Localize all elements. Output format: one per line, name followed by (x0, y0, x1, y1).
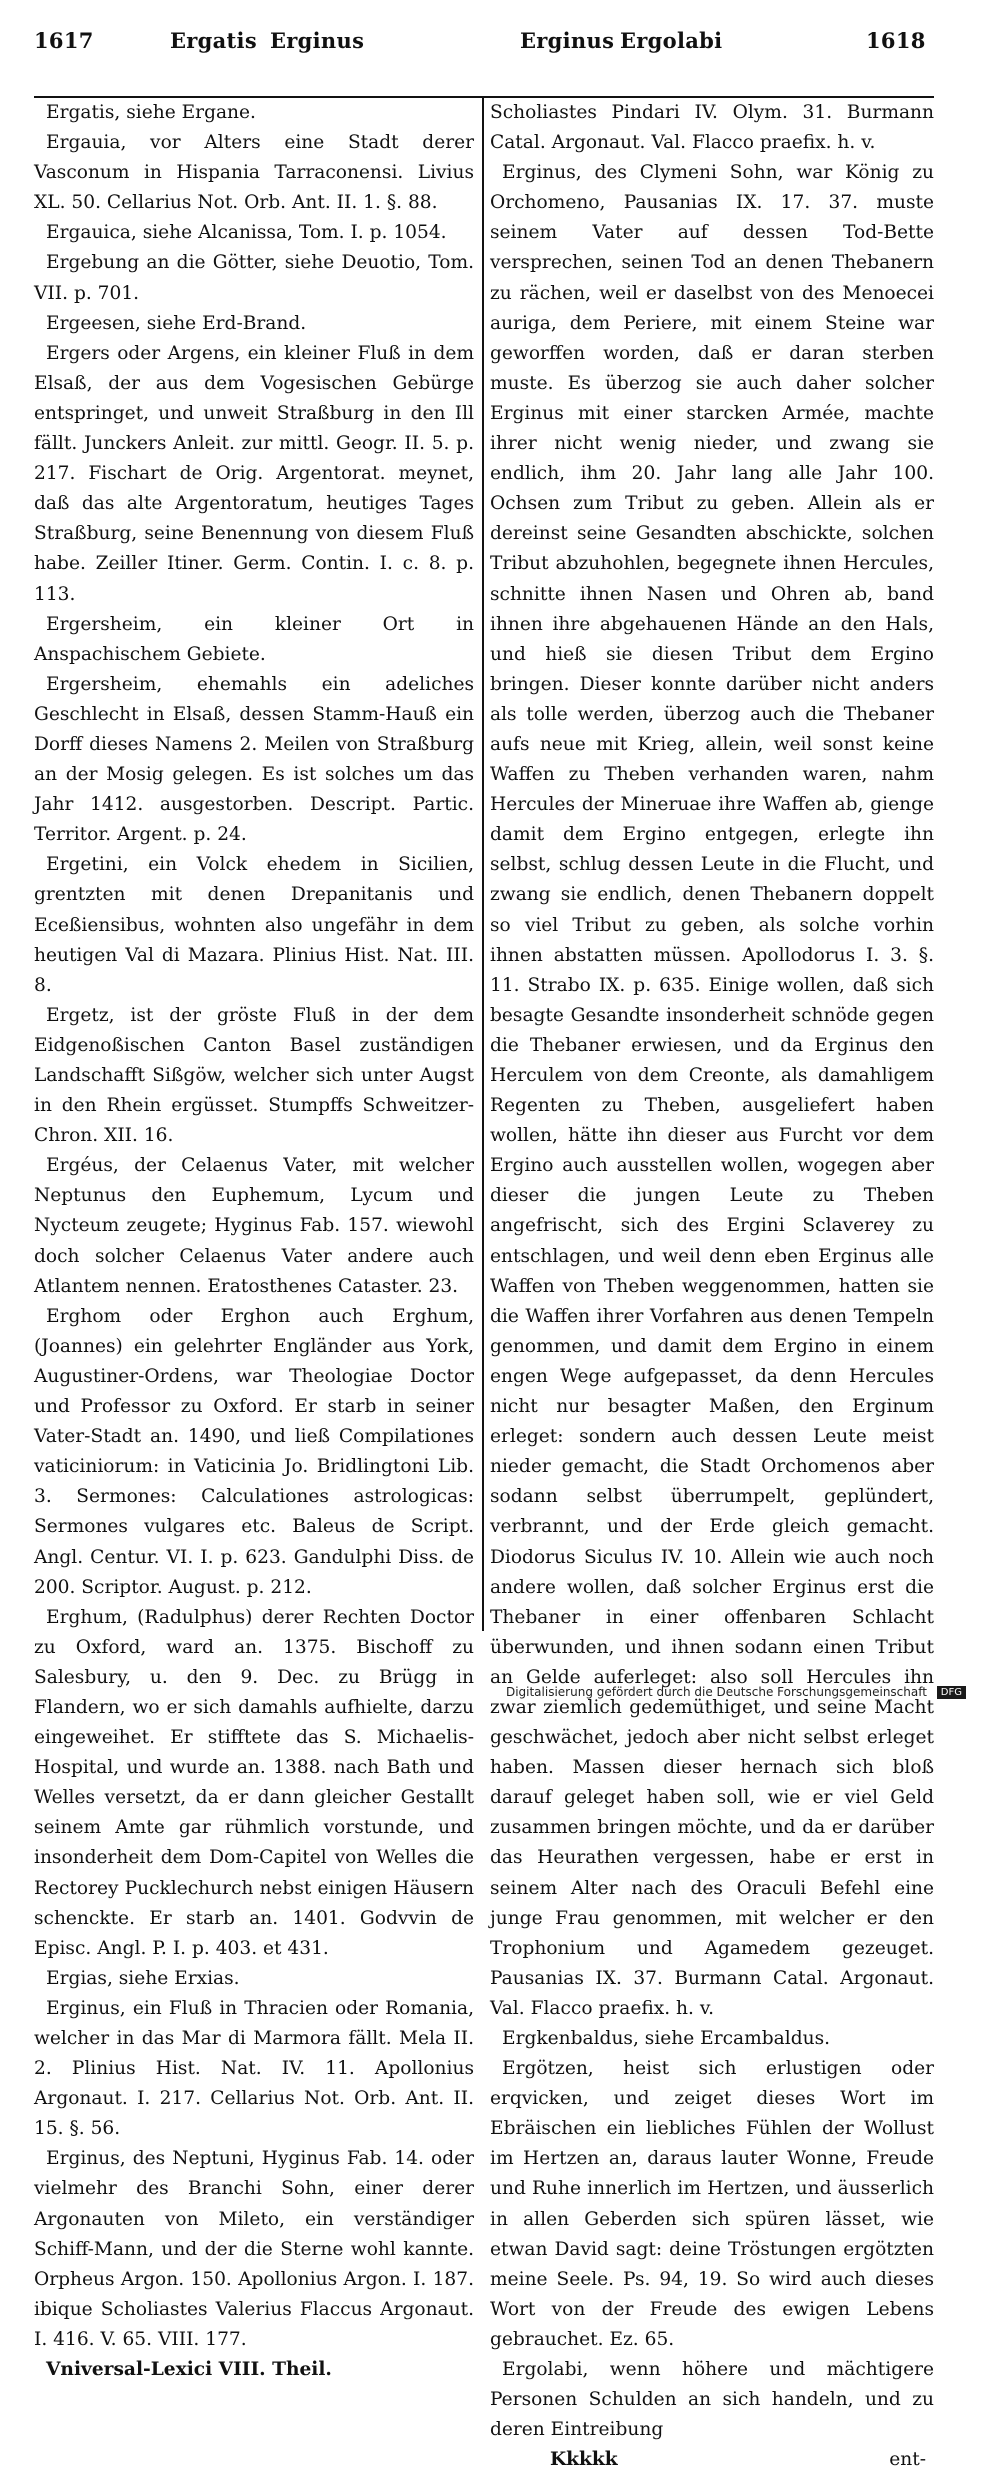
entry-paragraph: Erginus, ein Fluß in Thracien oder Romania, welcher in das Mar di Marmora fällt. Mela II. 2. Plinius Hist. Nat. IV. 11. Apollonius Argonaut. I. 217. Cellarius Not. Orb. Ant. II. 15. §. 56. (34, 1997, 474, 2140)
entry-paragraph: Ergkenbaldus, siehe Ercambaldus. (502, 2028, 831, 2049)
page-number-right: 1618 (866, 28, 926, 53)
right-column (490, 98, 934, 2475)
entry-paragraph: Ergauia, vor Alters eine Stadt derer Vasconum in Hispania Tarraconensi. Livius XL. 50. Cellarius Not. Orb. Ant. II. 1. §. 88. (34, 132, 474, 214)
guide-word-right-1: Erginus (520, 28, 615, 53)
running-header (34, 18, 934, 58)
volume-signature: Vniversal-Lexici VIII. Theil. (46, 2359, 332, 2381)
entry-paragraph: Ergeesen, siehe Erd-Brand. (46, 312, 307, 334)
entry-paragraph: Ergers oder Argens, ein kleiner Fluß in dem Elsaß, der aus dem Vogesischen Gebürge entspringet, und unweit Straßburg in den Ill fällt. Junckers Anleit. zur mittl. Geogr. II. 5. p. 217. Fischart de Orig. Argentorat. meynet, daß das alte Argentoratum, heutiges Tages Straßburg, seine Benennung von diesem Fluß habe. Zeiller Itiner. Germ. Contin. I. c. 8. p. 113. (34, 342, 474, 605)
entry-paragraph: Erghum, (Radulphus) derer Rechten Doctor zu Oxford, ward an. 1375. Bischoff zu Salesbury, u. den 9. Dec. zu Brügg in Flandern, wo er sich damahls aufhielte, darzu eingeweihet. Er stifftete das S. Michaelis-Hospital, und wurde an. 1388. nach Bath und Welles versetzt, da er dann gleicher Gestallt seinem Amte gar rühmlich vorstunde, und insonderheit dem Dom-Capitel von Welles die Rectorey Pucklechurch nebst einigen Häusern schenckte. Er starb an. 1401. Godvvin de Episc. Angl. P. I. p. 403. et 431. (34, 1606, 474, 1959)
page-number-left: 1617 (34, 28, 94, 53)
entry-paragraph: Erginus, des Clymeni Sohn, war König zu Orchomeno, Pausanias IX. 17. 37. muste seinem Vater auf dessen Tod-Bette versprechen, seinen Tod an denen Thebanern zu rächen, weil er daselbst von des Menoecei auriga, dem Periere, mit einem Steine war geworffen worden, daß er daran sterben muste. Es überzog sie auch daher solcher Erginus mit einer starcken Armée, machte ihrer nicht wenig nieder, und zwang sie endlich, ihm 20. Jahr lang alle Jahr 100. Ochsen zum Tribut zu geben. Allein als er dereinst seine Gesandten abschickte, solchen Tribut abzuhohlen, begegnete ihnen Hercules, schnitte ihnen Nasen und Ohren ab, band ihnen ihre abgehauenen Hände an den Hals, und hieß sie diesen Tribut dem Ergino bringen. Dieser konnte darüber nicht anders als tolle werden, überzog auch die Thebaner aufs neue mit Krieg, allein, weil sonst keine Waffen zu Theben verhanden waren, nahm Hercules der Mineruae ihre Waffen ab, gienge damit dem Ergino entgegen, erlegte ihn selbst, schlug dessen Leute in die Flucht, und zwang sie endlich, denen Thebanern doppelt so viel Tribut zu geben, als solche vorhin ihnen abstatten müssen. Apollodorus I. 3. §. 11. Strabo IX. p. 635. Einige wollen, daß sich besagte Gesandte insonderheit schnöde gegen die Thebaner erwiesen, und da Erginus den Herculem von dem Creonte, als damahligem Regenten zu Theben, ausgeliefert haben wollen, hätte ihn dieser aus Furcht vor dem Ergino auch ausstellen wollen, wogegen aber dieser die jungen Leute zu Theben angefrischt, sich des Ergini Sclaverey zu entschlagen, und weil denn eben Erginus alle Waffen von Theben weggenommen, hatten sie die Waffen ihrer Vorfahren aus denen Tempeln genommen, und damit dem Ergino in einem engen Wege aufgepasset, da denn Hercules nicht nur besagter Maßen, den Erginum erleget: sondern auch dessen Leute meist nieder gemacht, die Stadt Orchomenos aber sodann selbst überrumpelt, geplündert, verbrannt, und der Erde gleich gemacht. Diodorus Siculus IV. 10. Allein wie auch noch andere wollen, daß solcher Erginus erst die Thebaner in einer offenbaren Schlacht überwunden, und ihnen sodann einen Tribut an Gelde auferleget: also soll Hercules ihn zwar ziemlich gedemüthiget, und seine Macht geschwächet, jedoch aber nicht selbst erleget haben. Massen dieser hernach sich bloß darauf geleget haben soll, wie er viel Geld zusammen bringen möchte, und da er darüber das Heurathen vergessen, habe er erst in seinem Alter nach des Oraculi Befehl eine junge Frau genommen, mit welcher er den Trophonium und Agamedem gezeuget. Pausanias IX. 37. Burmann Catal. Argonaut. Val. Flacco praefix. h. v. (490, 162, 934, 2019)
signature-mark (490, 2445, 934, 2475)
digitization-credit: Digitalisierung gefördert durch die Deutsche Forschungsgemeinschaft (505, 1685, 927, 1699)
entry-paragraph: Erginus, des Neptuni, Hyginus Fab. 14. oder vielmehr des Branchi Sohn, einer derer Argonauten von Mileto, ein verständiger Schiff-Mann, und der die Sterne wohl kannte. Orpheus Argon. 150. Apollonius Argon. I. 187. ibique Scholiastes Valerius Flaccus Argonaut. I. 416. V. 65. VIII. 177. (34, 2148, 474, 2350)
entry-paragraph: Ergias, siehe Erxias. (46, 1967, 240, 1989)
entry-paragraph: Ergolabi, wenn höhere und mächtigere Personen Schulden an sich handeln, und zu deren Eintreibung (490, 2359, 934, 2441)
signature: Kkkkk (550, 2449, 618, 2471)
entry-paragraph: Ergatis, siehe Ergane. (46, 102, 256, 123)
entry-paragraph: Ergötzen, heist sich erlustigen oder erqvicken, und zeiget dieses Wort im Ebräischen ein liebliches Fühlen der Wollust im Hertzen an, daraus lauter Wonne, Freude und Ruhe innerlich im Hertzen, und äusserlich in allen Geberden sich spüren lässet, wie etwan David sagt: deine Tröstungen ergötzten meine Seele. Ps. 94, 19. So wird auch dieses Wort von der Freude des ewigen Lebens gebrauchet. Ez. 65. (490, 2058, 934, 2350)
guide-word-left-2: Erginus (270, 28, 365, 53)
entry-paragraph: Ergersheim, ein kleiner Ort in Anspachischem Gebiete. (34, 613, 474, 665)
entry-paragraph: Erghom oder Erghon auch Erghum, (Joannes) ein gelehrter Engländer aus York, Augustiner-Ordens, war Theologiae Doctor und Professor zu Oxford. Er starb in seiner Vater-Stadt an. 1490, und ließ Compilationes vaticiniorum: in Vaticinia Jo. Bridlingtoni Lib. 3. Sermones: Calculationes astrologicas: Sermones vulgares etc. Baleus de Script. Angl. Centur. VI. I. p. 623. Gandulphi Diss. de 200. Scriptor. August. p. 212. (34, 1305, 474, 1598)
guide-word-left-1: Ergatis (170, 28, 257, 53)
entry-paragraph: Ergetz, ist der gröste Fluß in der dem Eidgenoßischen Canton Basel zuständigen Landschafft Sißgöw, welcher sich unter Augst in den Rhein ergüsset. Stumpffs Schweitzer-Chron. XII. 16. (34, 1004, 474, 1147)
entry-paragraph: Ergéus, der Celaenus Vater, mit welcher Neptunus den Euphemum, Lycum und Nycteum zeugete; Hyginus Fab. 157. wiewohl doch solcher Celaenus Vater andere auch Atlantem nennen. Eratosthenes Cataster. 23. (34, 1155, 474, 1297)
entry-paragraph: Ergauica, siehe Alcanissa, Tom. I. p. 1054. (46, 222, 447, 244)
footer (34, 1685, 966, 1705)
entry-paragraph: Ergersheim, ehemahls ein adeliches Geschlecht in Elsaß, dessen Stamm-Hauß ein Dorff dieses Namens 2. Meilen von Straßburg an der Mosig gelegen. Es ist solches um das Jahr 1412. ausgestorben. Descript. Partic. Territor. Argent. p. 24. (34, 673, 474, 846)
guide-word-right-2: Ergolabi (620, 28, 723, 53)
catchword: ent- (889, 2449, 926, 2471)
entry-paragraph: Ergetini, ein Volck ehedem in Sicilien, grentzten mit denen Drepanitanis und Eceßiensibus, wohnten also ungefähr in dem heutigen Val di Mazara. Plinius Hist. Nat. III. 8. (34, 854, 474, 996)
column-divider (482, 96, 484, 1631)
left-column (34, 98, 474, 2385)
entry-paragraph: Ergebung an die Götter, siehe Deuotio, Tom. VII. p. 701. (34, 252, 474, 304)
dfg-logo-icon: DFG (937, 1686, 966, 1699)
entry-paragraph: Scholiastes Pindari IV. Olym. 31. Burmann Catal. Argonaut. Val. Flacco praefix. h. v. (490, 102, 934, 154)
